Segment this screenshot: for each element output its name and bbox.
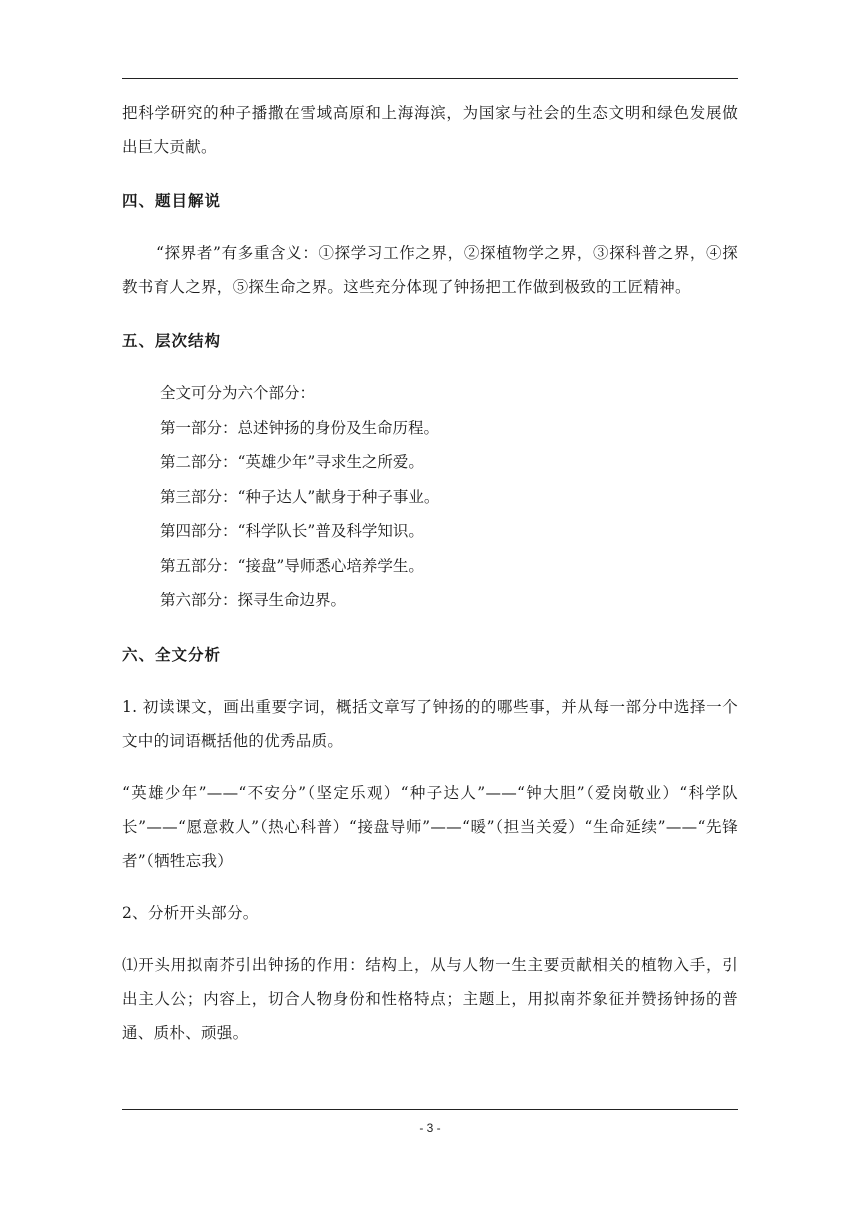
title-explanation-paragraph: “探界者”有多重含义：①探学习工作之界，②探植物学之界，③探科普之界，④探教书育人之界，⑤探生命之界。这些充分体现了钟扬把工作做到极致的工匠精神。 — [122, 244, 738, 296]
question-2: 2、分析开头部分。 — [122, 903, 259, 922]
header-rule — [122, 78, 738, 79]
structure-item-1: 第一部分：总述钟扬的身份及生命历程。 — [160, 418, 440, 437]
footer-rule — [122, 1109, 738, 1110]
intro-paragraph: 把科学研究的种子播撒在雪域高原和上海海滨，为国家与社会的生态文明和绿色发展做出巨大贡献。 — [122, 104, 738, 156]
structure-list — [122, 376, 738, 618]
structure-item-3: 第三部分：“种子达人”献身于种子事业。 — [160, 487, 440, 506]
page-number: - 3 - — [419, 1121, 441, 1135]
page-content — [122, 96, 738, 1050]
structure-item-5: 第五部分：“接盘”导师悉心培养学生。 — [160, 556, 424, 575]
answer-2: ⑴开头用拟南芥引出钟扬的作用：结构上，从与人物一生主要贡献相关的植物入手，引出主人公；内容上，切合人物身份和性格特点；主题上，用拟南芥象征并赞扬钟扬的普通、质朴、顽强。 — [122, 955, 738, 1042]
section-heading-6: 六、全文分析 — [122, 645, 222, 664]
structure-intro: 全文可分为六个部分： — [160, 384, 316, 402]
section-heading-5: 五、层次结构 — [122, 332, 222, 350]
structure-item-4: 第四部分：“科学队长”普及科学知识。 — [160, 522, 424, 540]
section-heading-4: 四、题目解说 — [122, 192, 222, 210]
structure-item-2: 第二部分：“英雄少年”寻求生之所爱。 — [160, 453, 424, 471]
answer-1: “英雄少年”——“不安分”（坚定乐观）“种子达人”——“钟大胆”（爱岗敬业）“科学队长”——“愿意救人”（热心科普）“接盘导师”——“暖”（担当关爱）“生命延续”——“先锋者”（牺牲忘我） — [122, 783, 738, 870]
question-1: 1. 初读课文，画出重要字词，概括文章写了钟扬的的哪些事，并从每一部分中选择一个文中的词语概括他的优秀品质。 — [122, 697, 738, 750]
structure-item-6: 第六部分：探寻生命边界。 — [160, 591, 347, 609]
